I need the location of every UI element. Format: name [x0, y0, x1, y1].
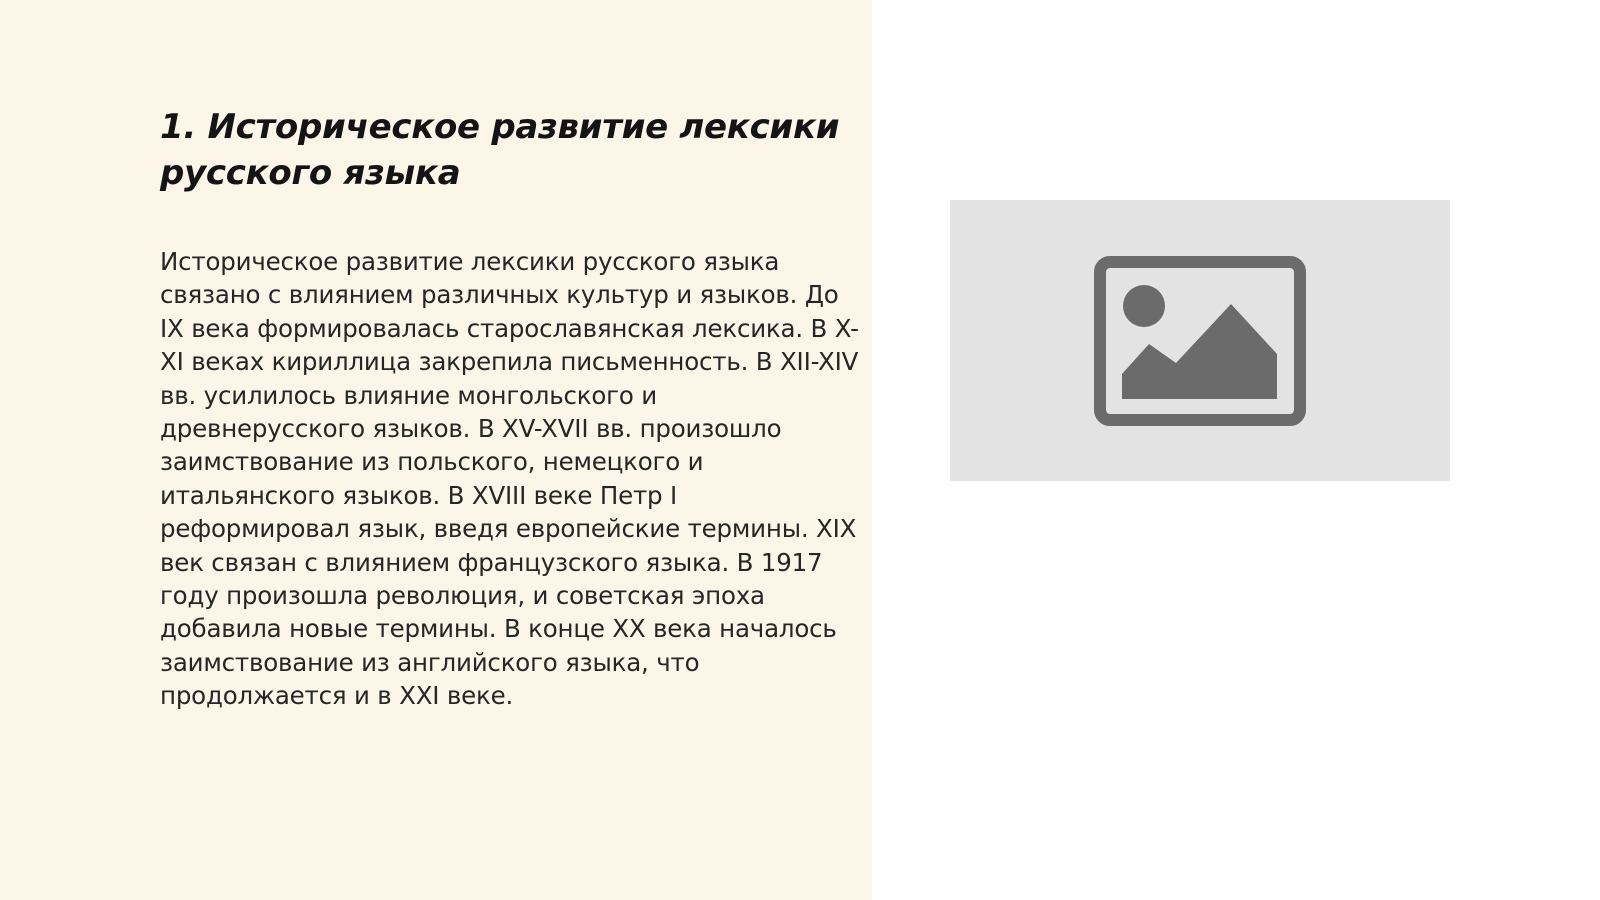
slide-title: 1. Историческое развитие лексики русского языка [160, 107, 840, 193]
slide-body-text: Историческое развитие лексики русского языка связано с влиянием различных культур и языков. До IX века формировалась старославянская лексика. В X-XI веках кириллица закрепила письменность. В XII-XIV вв. усилилось влияние монгольского и древнерусского языков. В XV-XVII вв. произошло заимствование из польского, немецкого и итальянского языков. В XVIII веке Петр I реформировал язык, введя европейские термины. XIX век связан с влиянием французского языка. В 1917 году произошла революция, и советская эпоха добавила новые термины. В конце XX века началось заимствование из английского языка, что продолжается и в XXI веке. [160, 247, 859, 711]
image-panel [872, 0, 1600, 900]
image-placeholder-icon [1094, 256, 1306, 426]
image-placeholder [950, 200, 1450, 481]
